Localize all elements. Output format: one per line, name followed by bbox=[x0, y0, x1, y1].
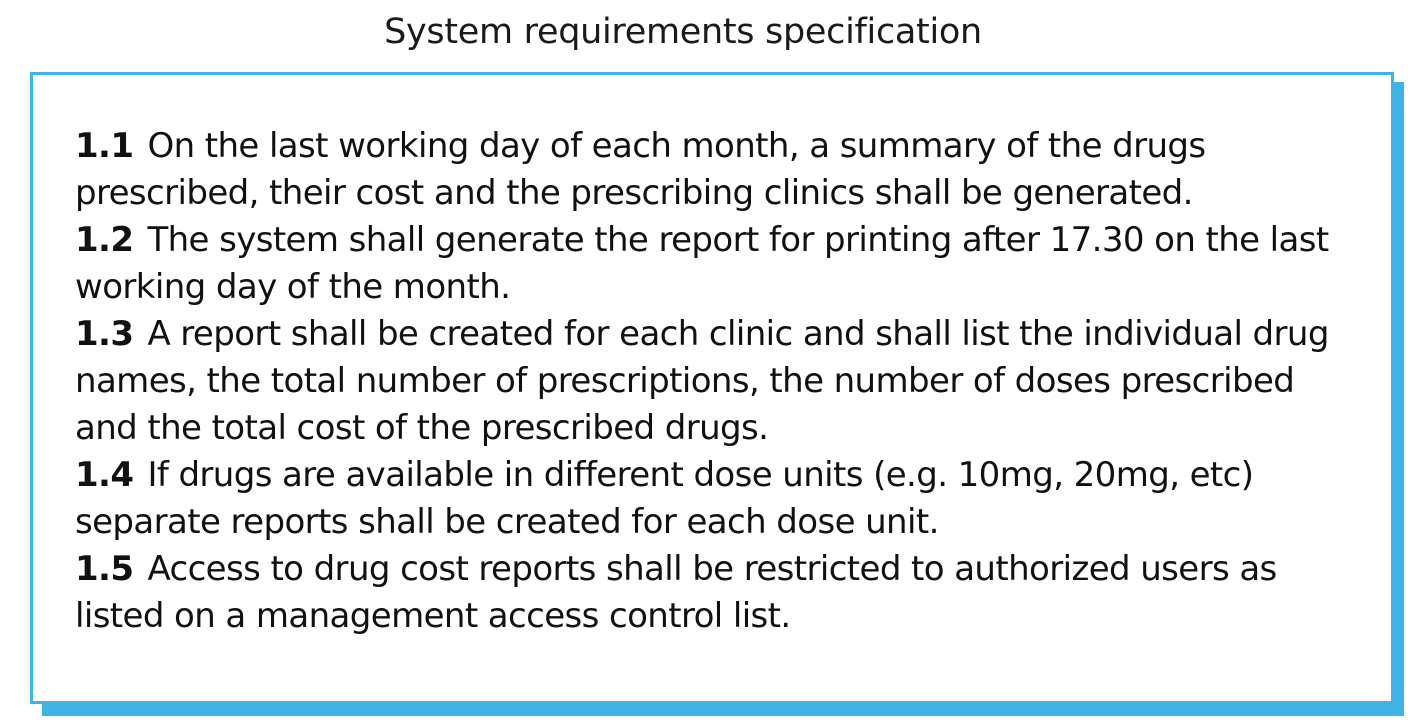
requirement-item bbox=[75, 546, 1365, 640]
requirement-number: 1.1 bbox=[75, 126, 134, 166]
requirement-item bbox=[75, 217, 1365, 311]
requirement-number: 1.4 bbox=[75, 455, 134, 495]
requirements-list bbox=[75, 123, 1365, 640]
requirement-number: 1.2 bbox=[75, 220, 134, 260]
requirement-item bbox=[75, 311, 1365, 452]
requirements-box bbox=[30, 72, 1394, 704]
requirement-text: On the last working day of each month, a summary of the drugs prescribed, their cost and the prescribing clinics shall be generated. bbox=[75, 126, 1206, 213]
requirement-number: 1.5 bbox=[75, 549, 134, 589]
requirement-item bbox=[75, 452, 1365, 546]
requirement-text: If drugs are available in different dose units (e.g. 10mg, 20mg, etc) separate reports shall be created for each dose unit. bbox=[75, 455, 1254, 542]
requirement-text: The system shall generate the report for printing after 17.30 on the last working day of the month. bbox=[75, 220, 1329, 307]
requirement-number: 1.3 bbox=[75, 314, 134, 354]
page-title: System requirements specification bbox=[384, 12, 982, 52]
requirement-text: A report shall be created for each clinic and shall list the individual drug names, the total number of prescriptions, the number of doses prescribed and the total cost of the prescribed drugs. bbox=[75, 314, 1329, 448]
requirement-item bbox=[75, 123, 1365, 217]
requirement-text: Access to drug cost reports shall be restricted to authorized users as listed on a management access control list. bbox=[75, 549, 1277, 636]
